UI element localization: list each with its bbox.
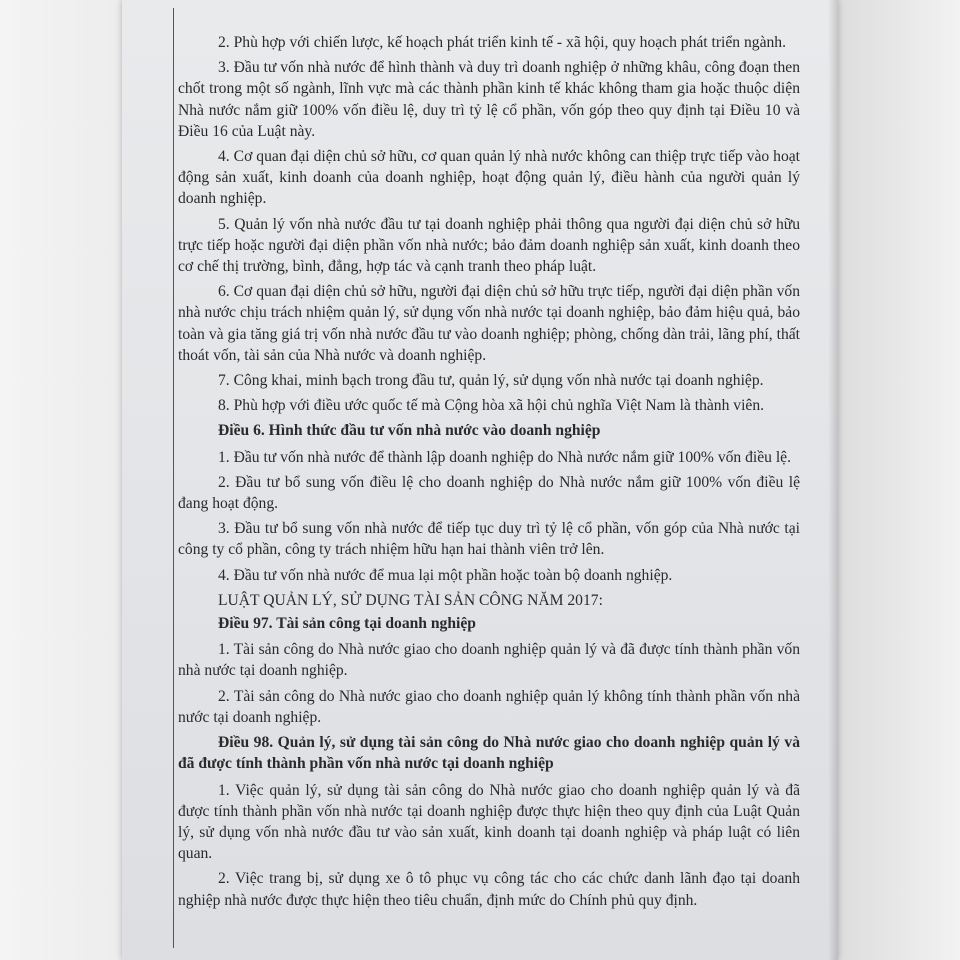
clause-8: 8. Phù hợp với điều ước quốc tế mà Cộng hòa xã hội chủ nghĩa Việt Nam là thành viên. <box>218 397 765 415</box>
background-right <box>832 0 960 960</box>
article-98-clause-1: 1. Việc quản lý, sử dụng tài sản công do Nhà nước giao cho doanh nghiệp quản lý và đã được tính thành phần vốn nhà nước tại doanh nghiệp được thực hiện theo quy định của Luật Quản lý, sử dụng vốn nhà nước đầu tư vào sản xuất, kinh doanh tại doanh nghiệp và pháp luật có liên quan. <box>178 781 800 863</box>
clause-3: 3. Đầu tư vốn nhà nước để hình thành và duy trì doanh nghiệp ở những khâu, công đoạn then chốt trong một số ngành, lĩnh vực mà các thành phần kinh tế khác không tham gia hoặc thuộc diện Nhà nước nắm giữ 100% vốn điều lệ, duy trì tỷ lệ cổ phần, vốn góp theo quy định tại Điều 10 và Điều 16 của Luật này. <box>178 59 800 140</box>
article-97-clause-1: 1. Tài sản công do Nhà nước giao cho doanh nghiệp quản lý và đã được tính thành phần vốn nhà nước tại doanh nghiệp. <box>178 641 800 680</box>
page-edge-shadow <box>828 0 838 960</box>
article-97-clause-2: 2. Tài sản công do Nhà nước giao cho doanh nghiệp quản lý không tính thành phần vốn nhà nước tại doanh nghiệp. <box>178 687 800 726</box>
article-98-clause-2: 2. Việc trang bị, sử dụng xe ô tô phục vụ công tác cho các chức danh lãnh đạo tại doanh nghiệp nhà nước được thực hiện theo tiêu chuẩn, định mức do Chính phủ quy định. <box>178 870 800 909</box>
article-6-clause-2: 2. Đầu tư bổ sung vốn điều lệ cho doanh nghiệp do Nhà nước nắm giữ 100% vốn điều lệ đang hoạt động. <box>178 473 800 513</box>
clause-7: 7. Công khai, minh bạch trong đầu tư, quản lý, sử dụng vốn nhà nước tại doanh nghiệp. <box>218 372 764 390</box>
clause-5: 5. Quản lý vốn nhà nước đầu tư tại doanh nghiệp phải thông qua người đại diện chủ sở hữu trực tiếp hoặc người đại diện phần vốn nhà nước; bảo đảm doanh nghiệp sản xuất, kinh doanh theo cơ chế thị trường, bình, đẳng, hợp tác và cạnh tranh theo pháp luật. <box>178 215 800 276</box>
article-6-clause-4: 4. Đầu tư vốn nhà nước để mua lại một phần hoặc toàn bộ doanh nghiệp. <box>218 566 673 584</box>
article-98-heading: Điều 98. Quản lý, sử dụng tài sản công do Nhà nước giao cho doanh nghiệp quản lý và đã được tính thành phần vốn nhà nước tại doanh nghiệp <box>178 734 800 773</box>
background-left <box>0 0 128 960</box>
document-page <box>122 0 838 960</box>
clause-2: 2. Phù hợp với chiến lược, kế hoạch phát triển kinh tế - xã hội, quy hoạch phát triển ngành. <box>218 34 787 51</box>
document-body <box>178 32 800 915</box>
clause-6: 6. Cơ quan đại diện chủ sở hữu, người đại diện chủ sở hữu trực tiếp, người đại diện phần vốn nhà nước chịu trách nhiệm quản lý, sử dụng vốn nhà nước tại doanh nghiệp, bảo đảm hiệu quả, bảo toàn và gia tăng giá trị vốn nhà nước đầu tư vào doanh nghiệp; phòng, chống dàn trải, lãng phí, thất thoát vốn, tài sản của Nhà nước và doanh nghiệp. <box>178 283 800 364</box>
clause-4: 4. Cơ quan đại diện chủ sở hữu, cơ quan quản lý nhà nước không can thiệp trực tiếp vào hoạt động sản xuất, kinh doanh của doanh nghiệp, hoạt động quản lý, điều hành của người quản lý doanh nghiệp. <box>178 148 800 208</box>
law-title: LUẬT QUẢN LÝ, SỬ DỤNG TÀI SẢN CÔNG NĂM 2017: <box>218 591 603 609</box>
article-6-clause-1: 1. Đầu tư vốn nhà nước để thành lập doanh nghiệp do Nhà nước nắm giữ 100% vốn điều lệ. <box>218 448 792 466</box>
article-97-heading: Điều 97. Tài sản công tại doanh nghiệp <box>218 615 476 633</box>
article-6-clause-3: 3. Đầu tư bổ sung vốn nhà nước để tiếp tục duy trì tỷ lệ cổ phần, vốn góp của Nhà nước tại công ty cổ phần, công ty trách nhiệm hữu hạn hai thành viên trở lên. <box>178 520 800 559</box>
article-6-heading: Điều 6. Hình thức đầu tư vốn nhà nước vào doanh nghiệp <box>218 422 601 440</box>
margin-line <box>173 8 174 948</box>
